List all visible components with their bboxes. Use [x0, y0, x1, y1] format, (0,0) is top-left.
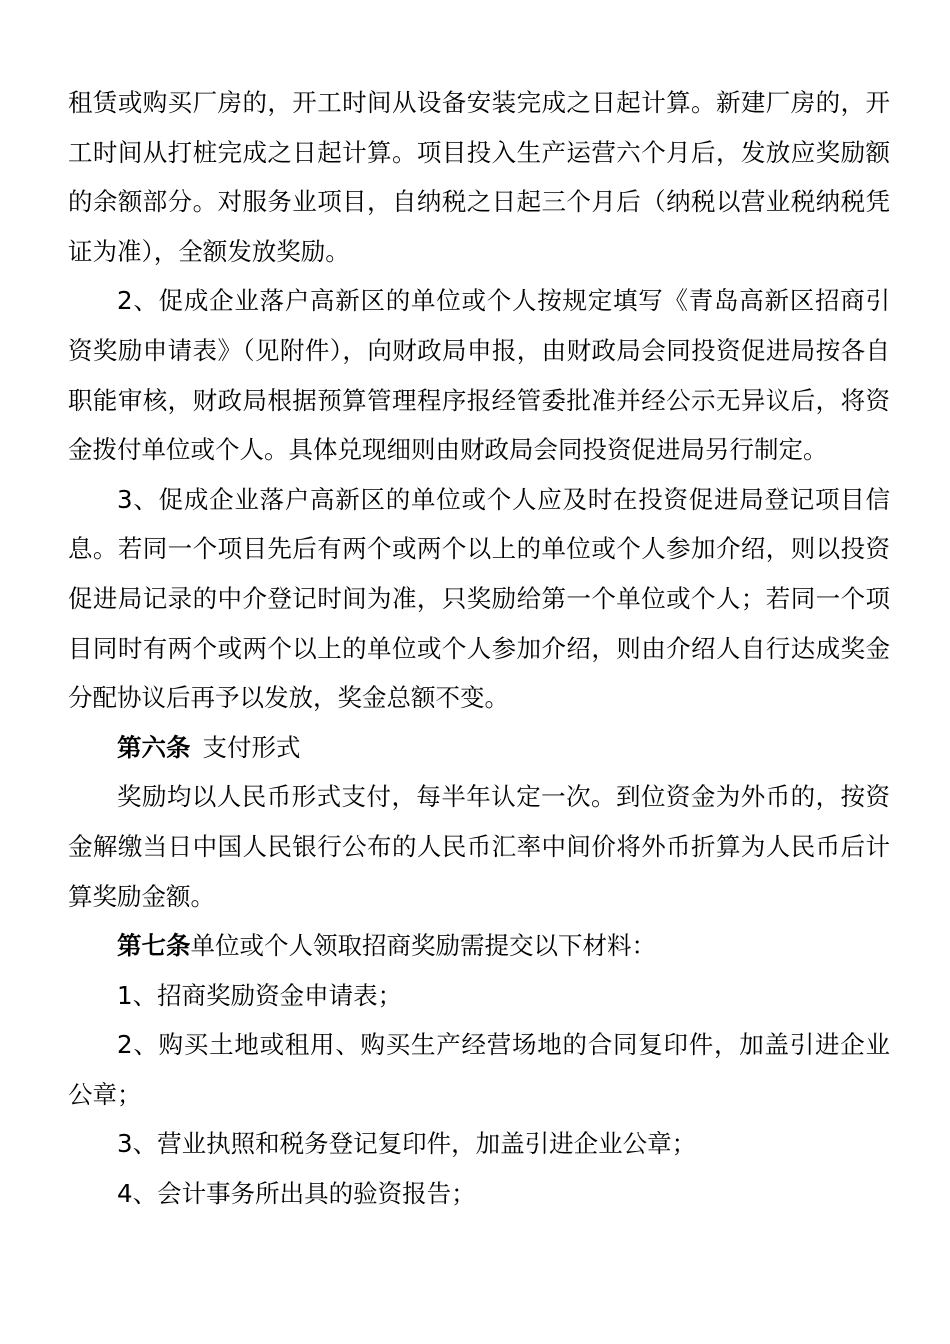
list-item-1: 1、招商奖励资金申请表； [117, 980, 403, 1010]
paragraph-registration: 3、促成企业落户高新区的单位或个人应及时在投资促进局登记项目信息。若同一个项目先后有两个或两个以上的单位或个人参加介绍，则以投资促进局记录的中介登记时间为准，只奖励给第一个单位或个人；若同一个项目同时有两个或两个以上的单位或个人参加介绍，则由介绍人自行达成奖金分配协议后再予以发放，奖金总额不变。 [68, 484, 890, 713]
article-6-title: 支付形式 [202, 732, 301, 762]
article-6-body: 奖励均以人民币形式支付，每半年认定一次。到位资金为外币的，按资金解缴当日中国人民银行公布的人民币汇率中间价将外币折算为人民币后计算奖励金额。 [68, 782, 890, 911]
list-item-3: 3、营业执照和税务登记复印件，加盖引进企业公章； [117, 1129, 697, 1159]
document-page [68, 78, 890, 1219]
article-7-number: 第七条 [117, 931, 191, 961]
article-7-heading-line [68, 921, 890, 971]
article-7-title: 单位或个人领取招商奖励需提交以下材料： [190, 931, 656, 961]
list-item-2: 2、购买土地或租用、购买生产经营场地的合同复印件，加盖引进企业公章； [68, 1030, 890, 1109]
article-6-number: 第六条 [117, 732, 191, 762]
paragraph-application-process: 2、促成企业落户高新区的单位或个人按规定填写《青岛高新区招商引资奖励申请表》（见附件），向财政局申报，由财政局会同投资促进局按各自职能审核，财政局根据预算管理程序报经管委批准并经公示无异议后，将资金拨付单位或个人。具体兑现细则由财政局会同投资促进局另行制定。 [68, 286, 890, 465]
list-item-4: 4、会计事务所出具的验资报告； [117, 1179, 476, 1209]
article-6-heading-line [68, 723, 890, 773]
paragraph-start-date: 租赁或购买厂房的，开工时间从设备安装完成之日起计算。新建厂房的，开工时间从打桩完成之日起计算。项目投入生产运营六个月后，发放应奖励额的余额部分。对服务业项目，自纳税之日起三个月后（纳税以营业税纳税凭证为准），全额发放奖励。 [68, 88, 890, 266]
